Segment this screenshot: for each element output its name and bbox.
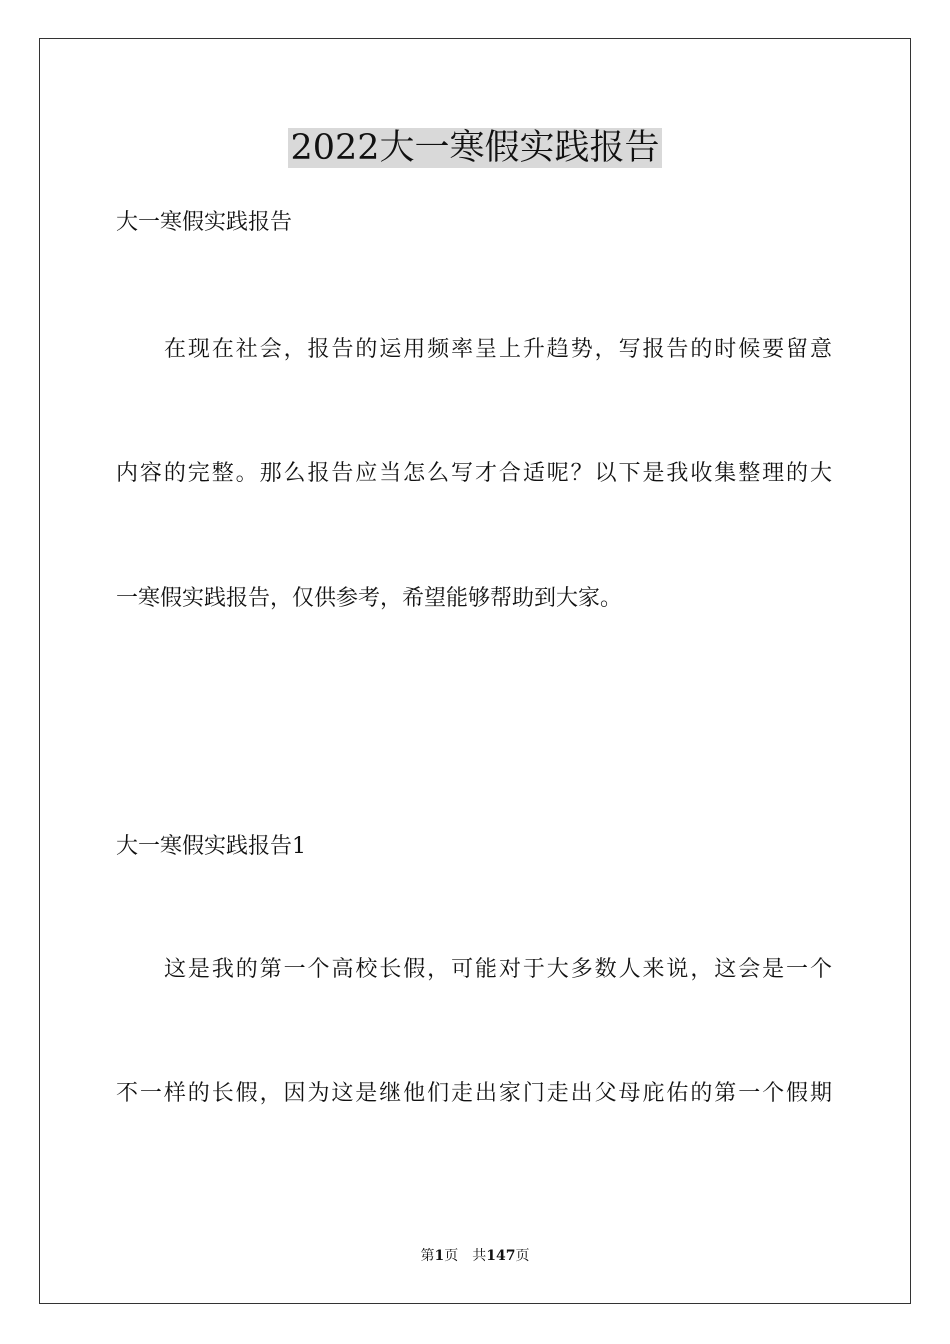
section-heading: 大一寒假实践报告1 <box>116 834 306 859</box>
section-paragraph-line-2: 不一样的长假，因为这是继他们走出家门走出父母庇佑的第一个假期 <box>116 1081 832 1106</box>
page-footer <box>0 1246 950 1266</box>
footer-page-prefix: 第 <box>420 1248 435 1264</box>
intro-paragraph-line-2: 内容的完整。那么报告应当怎么写才合适呢？以下是我收集整理的大 <box>116 461 832 486</box>
footer-total-suffix: 页 <box>515 1248 530 1264</box>
footer-page-number: 1 <box>434 1248 445 1264</box>
document-subtitle: 大一寒假实践报告 <box>116 210 293 235</box>
document-title <box>0 126 950 170</box>
footer-total-prefix: 共 <box>472 1248 487 1264</box>
document-title-text: 2022大一寒假实践报告 <box>290 128 660 168</box>
footer-total-pages: 147 <box>486 1248 516 1264</box>
intro-paragraph-line-3: 一寒假实践报告，仅供参考，希望能够帮助到大家。 <box>116 586 623 611</box>
section-paragraph-line-1: 这是我的第一个高校长假，可能对于大多数人来说，这会是一个 <box>164 957 832 982</box>
intro-paragraph-line-1: 在现在社会，报告的运用频率呈上升趋势，写报告的时候要留意 <box>164 337 832 362</box>
footer-page-suffix: 页 <box>444 1248 459 1264</box>
